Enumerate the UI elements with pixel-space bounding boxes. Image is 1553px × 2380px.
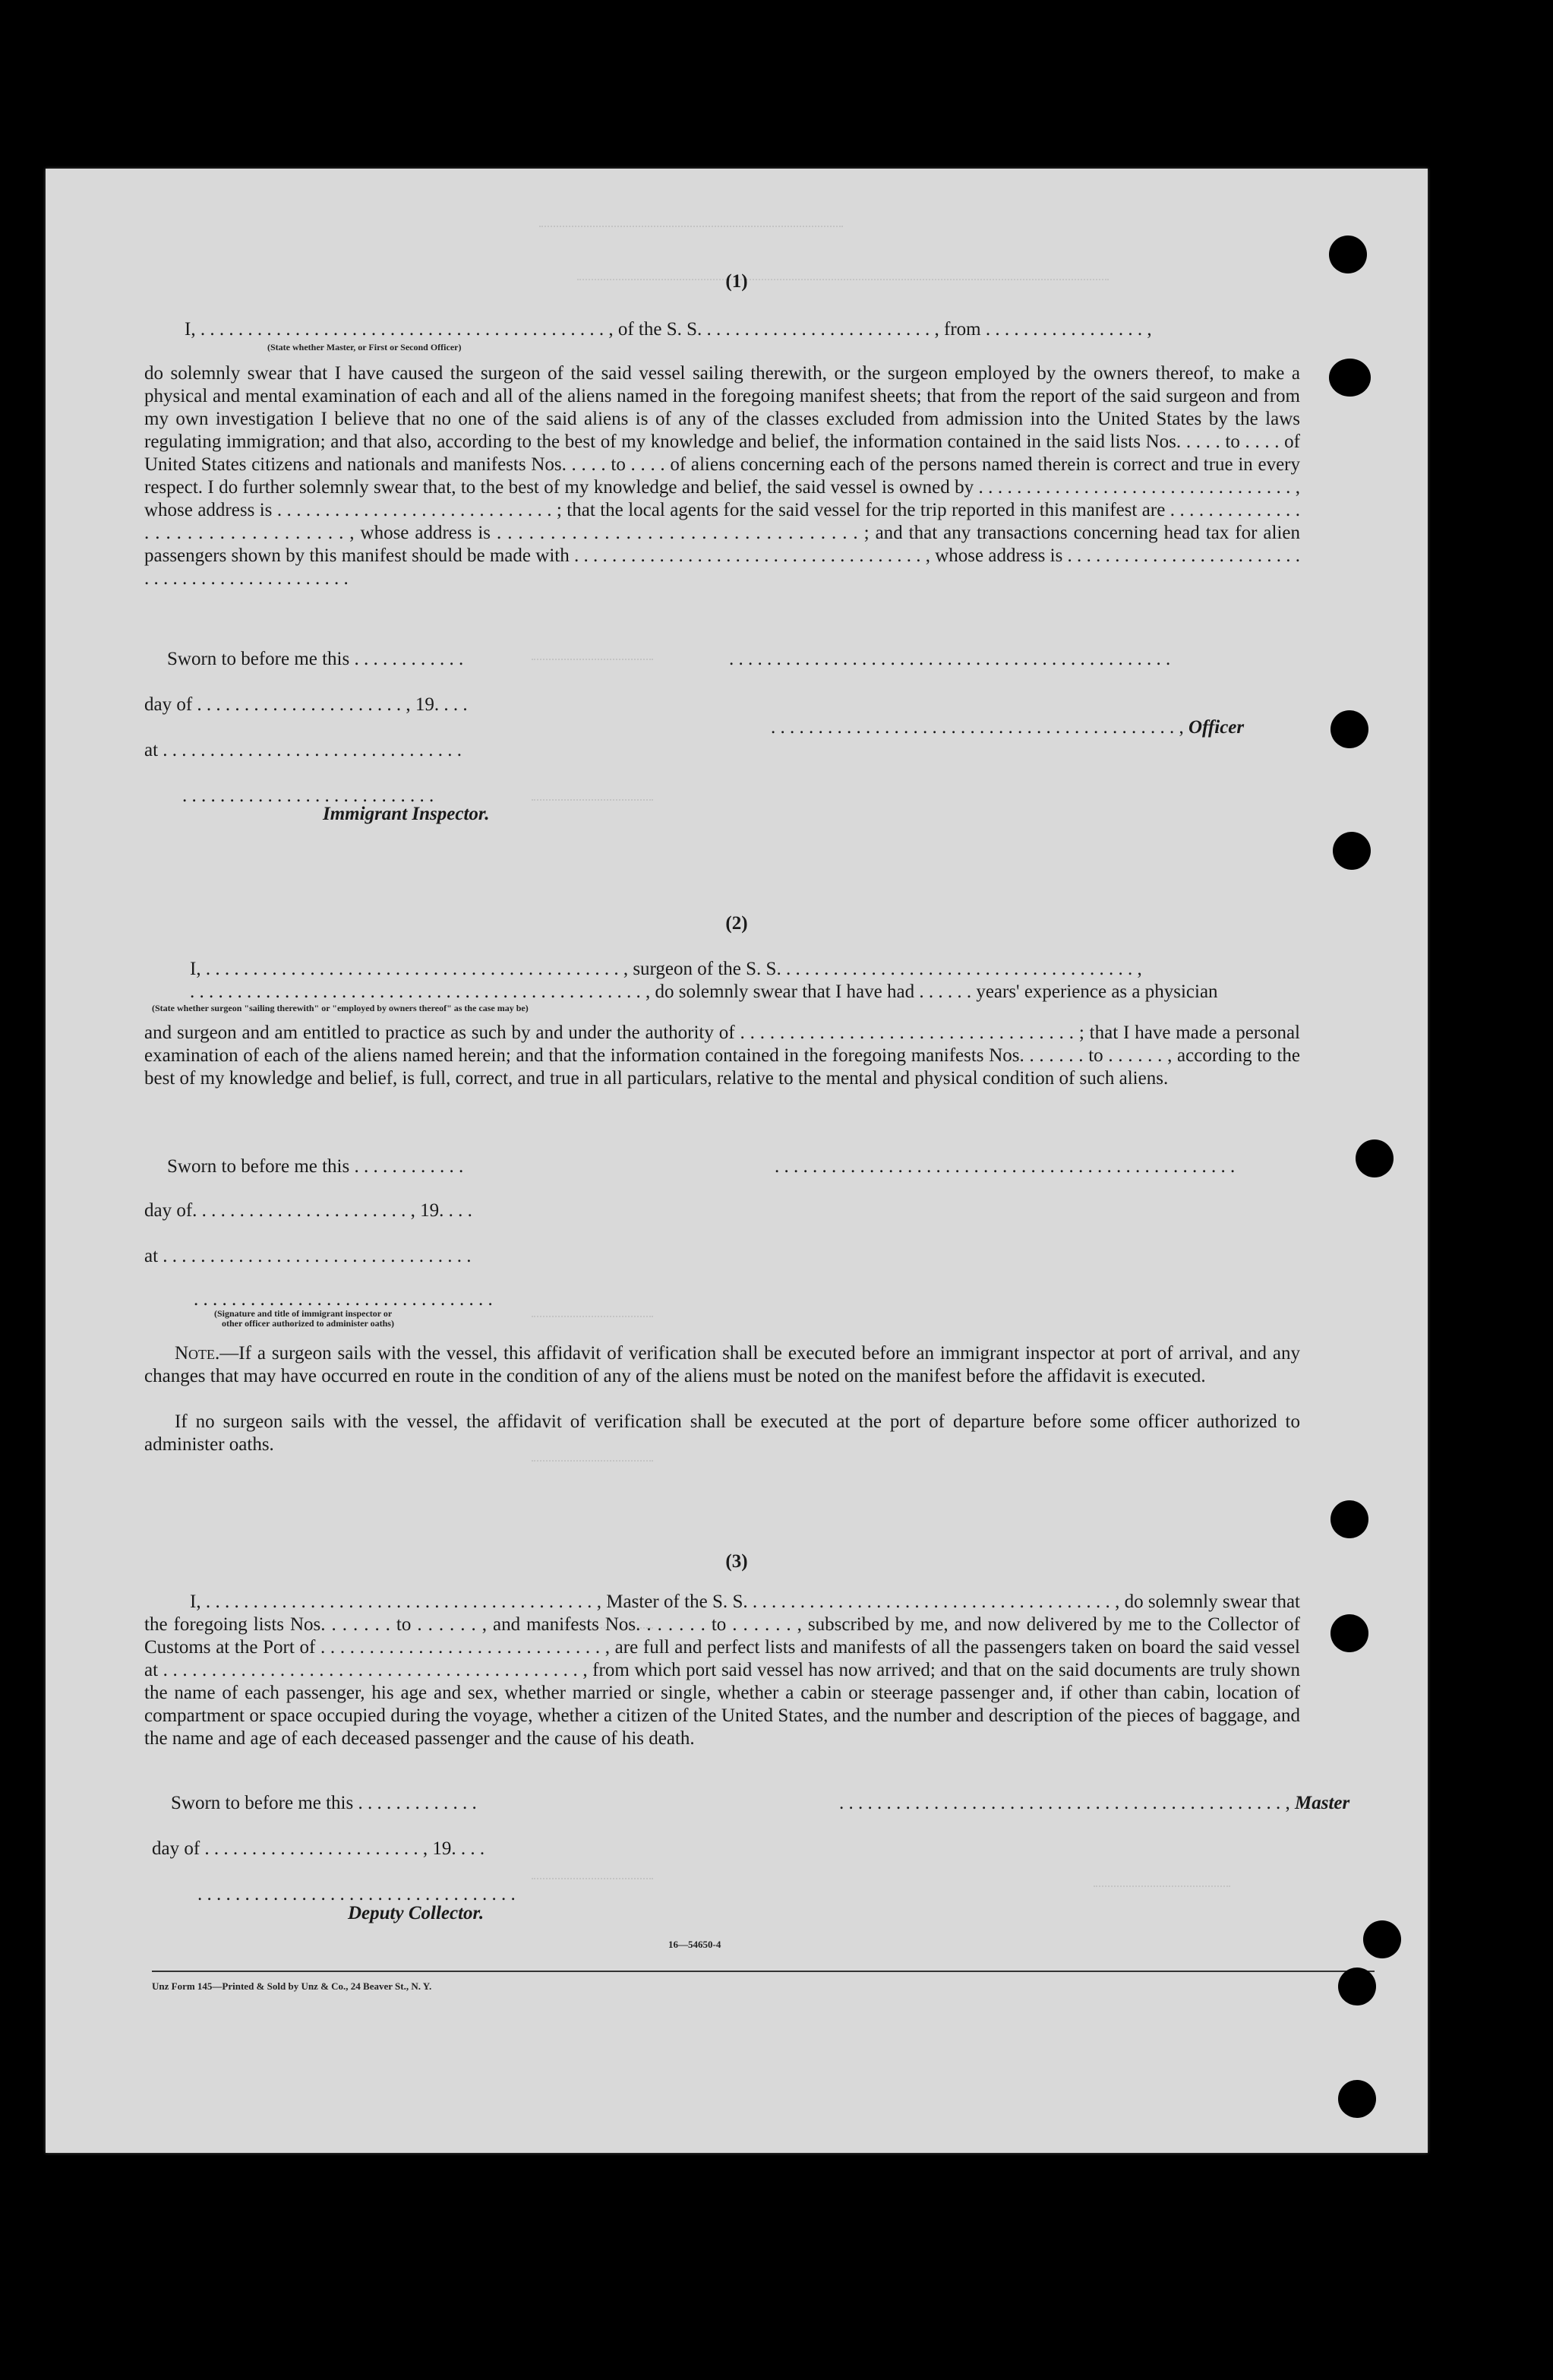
punch-hole — [1330, 710, 1368, 748]
section-3-sworn-line: Sworn to before me this . . . . . . . . . . . . . — [171, 1793, 477, 1813]
section-1-inspector-dots: . . . . . . . . . . . . . . . . . . . . . . . . . . . — [182, 785, 434, 806]
section-3-oath-text: I, . . . . . . . . . . . . . . . . . . . . . . . . . . . . . . . . . . . . . . . . . , Master of the S. S. . . . . . . . . . . . . . . . . . . . . . . . . . . . . . . . . . . . . . . , do solemnly swear that the foregoing lists Nos. . . . . . . to . . . . . . , and manifests Nos. . . . . . . to . . . . . . , subscribed by me, and now delivered by me to the Collector of Customs at the Port of . . . . . . . . . . . . . . . . . . . . . . . . . . . . . , are full and perfect lists and manifests of all the passengers taken on board the said vessel at . . . . . . . . . . . . . . . . . . . . . . . . . . . . . . . . . . . . . . . . . . . , from which port said vessel has now arrived; and that on the said documents are truly shown the name of each passenger, his age and sex, whether married or single, whether a cabin or steerage passenger and, if other than cabin, location of compartment or space occupied during the voyage, whether a citizen of the United States, and the number and description of the pieces of baggage, and the name and age of each deceased passenger and the cause of his death. — [144, 1591, 1300, 1749]
punch-hole — [1363, 1920, 1401, 1958]
punch-hole — [1330, 1500, 1368, 1538]
section-2-oath-text: and surgeon and am entitled to practice as such by and under the authority of . . . . . . . . . . . . . . . . . . . . . . . . . . . . . . . . . . ; that I have made a personal examination of each of the aliens named herein; and that the information contained in the foregoing manifests Nos. . . . . . . to . . . . . . , according to the best of my knowledge and belief, is full, correct, and true in all particulars, relative to the mental and physical condition of such aliens. — [144, 1022, 1300, 1089]
section-2-signature-dots: . . . . . . . . . . . . . . . . . . . . . . . . . . . . . . . . — [194, 1289, 493, 1310]
section-3-master-label: Master — [1295, 1793, 1350, 1813]
note-text-1: —If a surgeon sails with the vessel, this affidavit of verification shall be executed before an immigrant inspector at port of arrival, and any changes that may have occurred en route in the condition of any of the aliens must be noted on the manifest before the affidavit is executed. — [144, 1343, 1300, 1386]
punch-hole — [1330, 1614, 1368, 1652]
footer-rule — [152, 1971, 1375, 1972]
punch-hole — [1329, 235, 1367, 273]
section-3-day-line: day of . . . . . . . . . . . . . . . . . . . . . . . , 19. . . . — [152, 1838, 485, 1859]
section-3-number: (3) — [725, 1551, 748, 1572]
punch-hole — [1356, 1139, 1394, 1177]
section-1-at-line: at . . . . . . . . . . . . . . . . . . . . . . . . . . . . . . . . — [144, 740, 462, 760]
section-1-officer-line — [771, 717, 1244, 738]
punch-hole — [1329, 359, 1371, 397]
section-1-sworn-line: Sworn to before me this . . . . . . . . . . . . — [167, 649, 464, 669]
section-1-number: (1) — [725, 271, 748, 292]
section-1-inspector-label: Immigrant Inspector. — [323, 804, 490, 824]
section-2-experience-line: . . . . . . . . . . . . . . . . . . . . . . . . . . . . . . . . . . . . . . . . . . . . . . . . , do solemnly swear that I have had . . . . . . years' experience as a physician — [190, 981, 1218, 1002]
section-1-day-line: day of . . . . . . . . . . . . . . . . . . . . . . , 19. . . . — [144, 694, 468, 715]
section-1-officer-dots: . . . . . . . . . . . . . . . . . . . . . . . . . . . . . . . . . . . . . . . . . . . . . . . — [729, 649, 1171, 669]
section-2-number: (2) — [725, 913, 748, 934]
section-3-collector-dots: . . . . . . . . . . . . . . . . . . . . . . . . . . . . . . . . . . — [197, 1884, 516, 1904]
section-2-surgeon-line: I, . . . . . . . . . . . . . . . . . . . . . . . . . . . . . . . . . . . . . . . . . . . . , surgeon of the S. S. . . . . . . . . . . . . . . . . . . . . . . . . . . . . . . . . . . . . . , — [190, 959, 1142, 979]
section-2-right-dots: . . . . . . . . . . . . . . . . . . . . . . . . . . . . . . . . . . . . . . . . . . . . . . . . . — [775, 1156, 1236, 1177]
section-2-signature-caption-2: other officer authorized to administer oaths) — [222, 1318, 394, 1329]
form-code: 16—54650-4 — [668, 1939, 721, 1950]
section-1-officer-dots-2: . . . . . . . . . . . . . . . . . . . . . . . . . . . . . . . . . . . . . . . . . . . , — [771, 717, 1188, 738]
section-2-at-line: at . . . . . . . . . . . . . . . . . . . . . . . . . . . . . . . . . — [144, 1246, 472, 1266]
section-2-day-line: day of. . . . . . . . . . . . . . . . . . . . . . . , 19. . . . — [144, 1200, 472, 1221]
footer-printer-line: Unz Form 145—Printed & Sold by Unz & Co., 24 Beaver St., N. Y. — [152, 1980, 432, 1992]
section-1-oath-text: do solemnly swear that I have caused the surgeon of the said vessel sailing therewith, or the surgeon employed by the owners thereof, to make a physical and mental examination of each and all of the aliens named in the foregoing manifest sheets; that from the report of the said surgeon and from my own investigation I believe that no one of the said aliens is of any of the classes excluded from admission into the United States by the laws regulating immigration; and that also, according to the best of my knowledge and belief, the information contained in the said lists Nos. . . . . to . . . . of United States citizens and nationals and manifests Nos. . . . . to . . . . of aliens concerning each of the persons named therein is correct and true in every respect. I do further solemnly swear that, to the best of my knowledge and belief, the said vessel is owned by . . . . . . . . . . . . . . . . . . . . . . . . . . . . . . . . . , whose address is . . . . . . . . . . . . . . . . . . . . . . . . . . . . . ; that the local agents for the said vessel for the trip reported in this manifest are . . . . . . . . . . . . . . . . . . . . . . . . . . . . . . . . . , whose address is . . . . . . . . . . . . . . . . . . . . . . . . . . . . . . . . . . ; and that any transactions concerning head tax for alien passengers shown by this manifest should be made with . . . . . . . . . . . . . . . . . . . . . . . . . . . . . . . . . . . . . , whose address is . . . . . . . . . . . . . . . . . . . . . . . . . . . . . . . . . . . . . . . . . . . . . . . — [144, 363, 1300, 589]
section-1-master-line: I, . . . . . . . . . . . . . . . . . . . . . . . . . . . . . . . . . . . . . . . . . . . , of the S. S. . . . . . . . . . . . . . . . . . . . . . . . . , from . . . . . . . . . . . . . . . . . , — [185, 319, 1152, 340]
section-1-officer-label: Officer — [1188, 717, 1245, 738]
note-paragraph-2: If no surgeon sails with the vessel, the affidavit of verification shall be executed at the port of departure before some officer authorized to administer oaths. — [144, 1411, 1300, 1455]
section-2-surgeon-caption: (State whether surgeon "sailing therewith" or "employed by owners thereof" as the case may be) — [152, 1003, 529, 1013]
punch-hole — [1338, 2080, 1376, 2118]
section-3-master-line — [839, 1793, 1349, 1814]
section-3-master-dots: . . . . . . . . . . . . . . . . . . . . . . . . . . . . . . . . . . . . . . . . . . . . . . . , — [839, 1793, 1295, 1813]
section-2-sworn-line: Sworn to before me this . . . . . . . . . . . . — [167, 1156, 464, 1177]
note-title: Note. — [175, 1343, 220, 1364]
note-paragraph-1 — [144, 1342, 1300, 1388]
section-2-signature-caption-1: (Signature and title of immigrant inspector or — [214, 1308, 393, 1319]
section-3-collector-label: Deputy Collector. — [348, 1903, 485, 1923]
punch-hole — [1333, 832, 1371, 870]
manifest-back-page — [46, 169, 1428, 2153]
section-1-master-caption: (State whether Master, or First or Second Officer) — [267, 342, 462, 352]
punch-hole — [1338, 1968, 1376, 2005]
